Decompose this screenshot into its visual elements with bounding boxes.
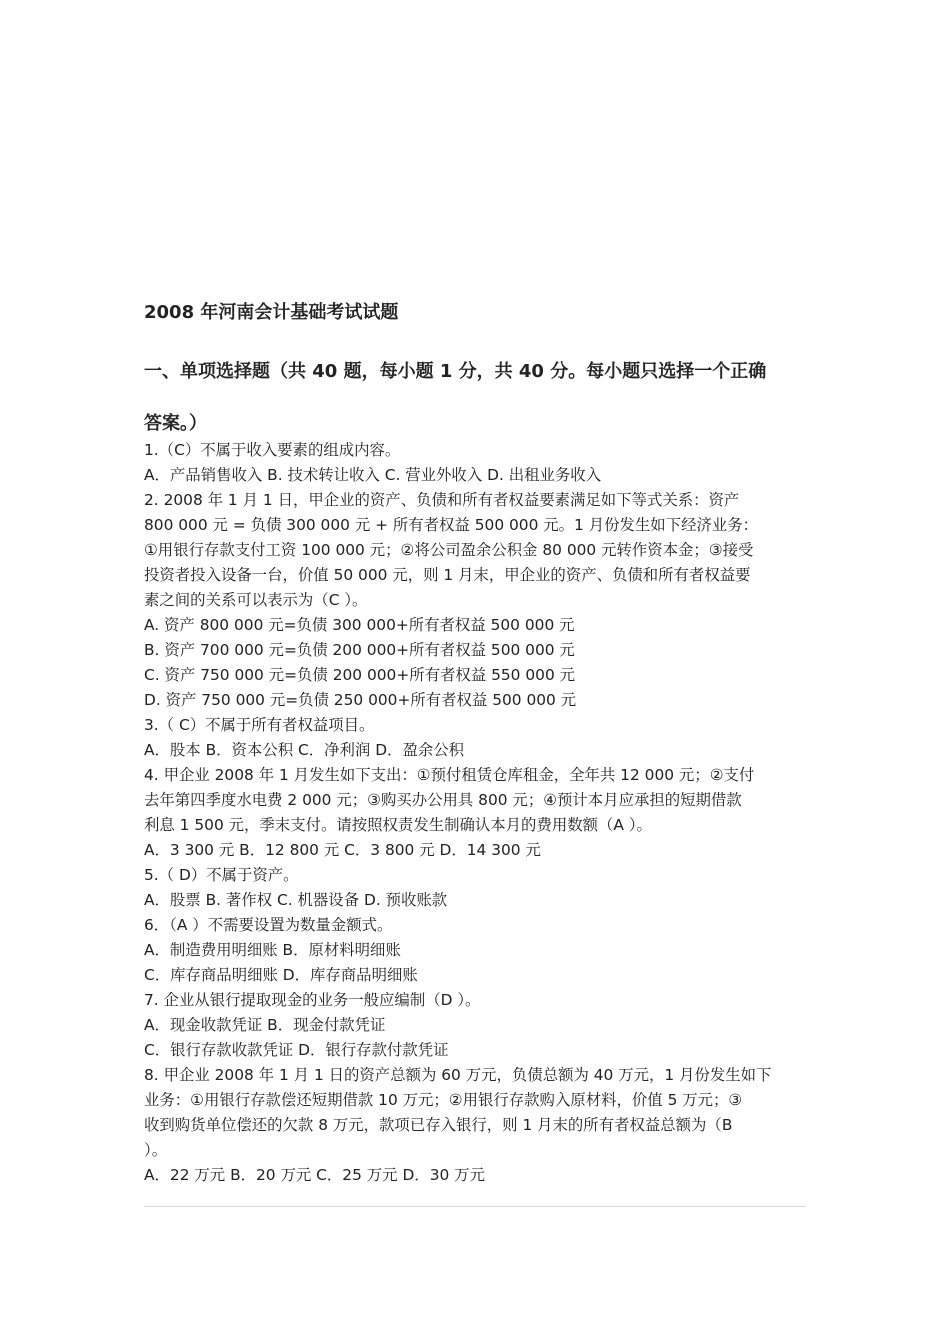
text-line: 2. 2008 年 1 月 1 日，甲企业的资产、负债和所有者权益要素满足如下等式关系：资产 [144, 491, 740, 509]
text-line: 800 000 元 = 负债 300 000 元 + 所有者权益 500 000 元。1 月份发生如下经济业务： [144, 516, 759, 534]
text-line: A．制造费用明细账 B．原材料明细账 [144, 941, 401, 959]
text-line: 1.（C）不属于收入要素的组成内容。 [144, 441, 401, 459]
document-title: 2008 年河南会计基础考试试题 [144, 302, 399, 323]
text-line: C. 资产 750 000 元=负债 200 000+所有者权益 550 000 元 [144, 666, 576, 684]
text-line: B. 资产 700 000 元=负债 200 000+所有者权益 500 000 元 [144, 641, 575, 659]
text-line: 去年第四季度水电费 2 000 元；③购买办公用具 800 元；④预计本月应承担的短期借款 [144, 791, 742, 809]
text-line: ）。 [144, 1141, 168, 1159]
text-line: A．产品销售收入 B. 技术转让收入 C. 营业外收入 D. 出租业务收入 [144, 466, 602, 484]
text-line: 素之间的关系可以表示为（C ）。 [144, 591, 368, 609]
section-heading-line-1: 一、单项选择题（共 40 题，每小题 1 分，共 40 分。每小题只选择一个正确 [144, 361, 767, 382]
text-line: A．股票 B. 著作权 C. 机器设备 D. 预收账款 [144, 891, 448, 909]
text-line: 4. 甲企业 2008 年 1 月发生如下支出：①预付租赁仓库租金，全年共 12 000 元；②支付 [144, 766, 755, 784]
text-line: A. 资产 800 000 元=负债 300 000+所有者权益 500 000 元 [144, 616, 575, 634]
text-line: A．现金收款凭证 B．现金付款凭证 [144, 1016, 386, 1034]
question-body [144, 438, 806, 1188]
text-line: A．22 万元 B．20 万元 C．25 万元 D．30 万元 [144, 1166, 485, 1184]
page-divider [144, 1206, 806, 1207]
section-heading-line-2: 答案。） [144, 413, 207, 434]
text-line: 8. 甲企业 2008 年 1 月 1 日的资产总额为 60 万元，负债总额为 40 万元，1 月份发生如下 [144, 1066, 772, 1084]
text-line: 5.（ D）不属于资产。 [144, 866, 299, 884]
text-line: C．库存商品明细账 D．库存商品明细账 [144, 966, 418, 984]
text-line: 业务：①用银行存款偿还短期借款 10 万元；②用银行存款购入原材料，价值 5 万元；③ [144, 1091, 743, 1109]
text-line: 收到购货单位偿还的欠款 8 万元，款项已存入银行，则 1 月末的所有者权益总额为（B [144, 1116, 733, 1134]
text-line: A．3 300 元 B．12 800 元 C．3 800 元 D．14 300 元 [144, 841, 541, 859]
text-line: ①用银行存款支付工资 100 000 元；②将公司盈余公积金 80 000 元转作资本金；③接受 [144, 541, 754, 559]
text-line: C．银行存款收款凭证 D．银行存款付款凭证 [144, 1041, 449, 1059]
text-line: 3.（ C）不属于所有者权益项目。 [144, 716, 375, 734]
text-line: 6．（A ）不需要设置为数量金额式。 [144, 916, 393, 934]
text-line: 利息 1 500 元，季末支付。请按照权责发生制确认本月的费用数额（A ）。 [144, 816, 652, 834]
text-line: 投资者投入设备一台，价值 50 000 元，则 1 月末，甲企业的资产、负债和所有者权益要 [144, 566, 751, 584]
text-line: A．股本 B．资本公积 C．净利润 D．盈余公积 [144, 741, 465, 759]
section-heading [144, 346, 806, 450]
text-line: D. 资产 750 000 元=负债 250 000+所有者权益 500 000 元 [144, 691, 577, 709]
text-line: 7. 企业从银行提取现金的业务一般应编制（D ）。 [144, 991, 481, 1009]
